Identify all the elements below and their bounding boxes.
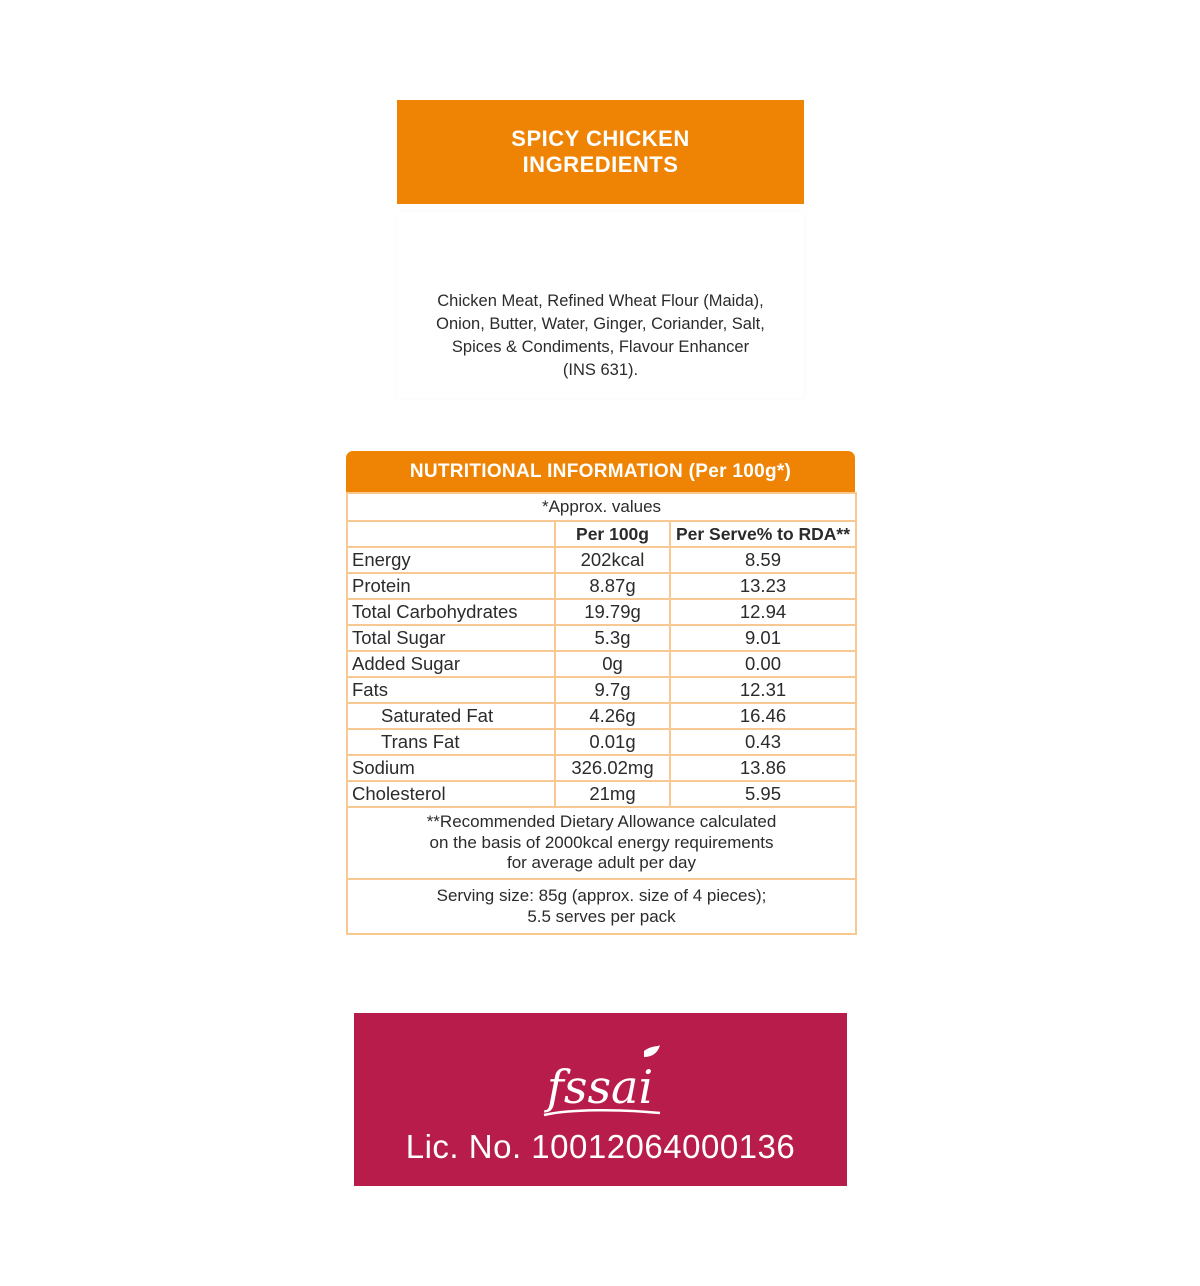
- header-blank: [347, 521, 555, 547]
- serving-line: 5.5 serves per pack: [527, 906, 676, 926]
- nutrient-name: Energy: [347, 547, 555, 573]
- fssai-logo: [540, 1043, 664, 1125]
- fssai-license: Lic. No. 10012064000136: [405, 1128, 796, 1165]
- nutrient-rda: 16.46: [670, 703, 856, 729]
- table-row: [347, 599, 856, 625]
- nutrient-rda: 13.86: [670, 755, 856, 781]
- ingredients-line: Spices & Condiments, Flavour Enhancer: [451, 338, 750, 356]
- nutrient-per100: 4.26g: [555, 703, 670, 729]
- ingredients-line: Chicken Meat, Refined Wheat Flour (Maida),: [437, 292, 764, 310]
- table-row: [347, 651, 856, 677]
- serving-line: Serving size: 85g (approx. size of 4 pieces);: [436, 886, 767, 905]
- header-rda: Per Serve% to RDA**: [670, 521, 856, 547]
- nutrient-per100: 0g: [555, 651, 670, 677]
- nutrient-rda: 8.59: [670, 547, 856, 573]
- header-per100: Per 100g: [555, 521, 670, 547]
- rda-note-line: **Recommended Dietary Allowance calculated: [426, 812, 777, 832]
- nutrient-rda: 9.01: [670, 625, 856, 651]
- fssai-logo-icon: [540, 1043, 664, 1125]
- nutrient-per100: 5.3g: [555, 625, 670, 651]
- nutrient-per100: 8.87g: [555, 573, 670, 599]
- nutrition-title: NUTRITIONAL INFORMATION (Per 100g*): [346, 451, 855, 492]
- nutrient-per100: 0.01g: [555, 729, 670, 755]
- table-row: [347, 677, 856, 703]
- fssai-logo-text: fssai: [546, 1060, 654, 1114]
- nutrient-name: Protein: [347, 573, 555, 599]
- serving-info: [347, 879, 856, 934]
- nutrient-rda: 12.31: [670, 677, 856, 703]
- nutrient-rda: 0.43: [670, 729, 856, 755]
- serving-row: [347, 879, 856, 934]
- table-row: [347, 729, 856, 755]
- nutrient-rda: 12.94: [670, 599, 856, 625]
- nutrient-per100: 9.7g: [555, 677, 670, 703]
- nutrient-per100: 21mg: [555, 781, 670, 807]
- fssai-panel: [354, 1013, 847, 1186]
- table-row: [347, 781, 856, 807]
- nutrient-name: Fats: [347, 677, 555, 703]
- table-row: [347, 547, 856, 573]
- nutrient-per100: 19.79g: [555, 599, 670, 625]
- nutrient-name: Added Sugar: [347, 651, 555, 677]
- nutrient-rda: 13.23: [670, 573, 856, 599]
- nutrient-name: Total Carbohydrates: [347, 599, 555, 625]
- nutrition-table: [346, 492, 857, 935]
- ingredients-header: [397, 100, 804, 204]
- ingredients-line: (INS 631).: [562, 361, 639, 379]
- nutrition-panel: [346, 451, 855, 960]
- nutrient-per100: 326.02mg: [555, 755, 670, 781]
- table-row: [347, 703, 856, 729]
- table-row: [347, 755, 856, 781]
- ingredients-title-line2: INGREDIENTS: [522, 152, 679, 177]
- rda-note-line: on the basis of 2000kcal energy requirements: [429, 832, 774, 852]
- ingredients-text: [411, 290, 791, 382]
- rda-note-row: [347, 807, 856, 879]
- approx-row: [347, 493, 856, 521]
- ingredients-panel: [397, 212, 804, 398]
- table-row: [347, 573, 856, 599]
- approx-note: *Approx. values: [347, 493, 856, 521]
- ingredients-line: Onion, Butter, Water, Ginger, Coriander, Salt,: [436, 315, 765, 333]
- nutrient-name: Trans Fat: [347, 729, 555, 755]
- nutrient-name: Cholesterol: [347, 781, 555, 807]
- nutrient-rda: 5.95: [670, 781, 856, 807]
- table-row: [347, 625, 856, 651]
- nutrient-per100: 202kcal: [555, 547, 670, 573]
- column-header-row: [347, 521, 856, 547]
- rda-note-line: for average adult per day: [507, 853, 697, 873]
- nutrient-name: Sodium: [347, 755, 555, 781]
- rda-note: [347, 807, 856, 879]
- nutrient-rda: 0.00: [670, 651, 856, 677]
- nutrient-name: Total Sugar: [347, 625, 555, 651]
- ingredients-title-line1: SPICY CHICKEN: [511, 126, 690, 151]
- nutrient-name: Saturated Fat: [347, 703, 555, 729]
